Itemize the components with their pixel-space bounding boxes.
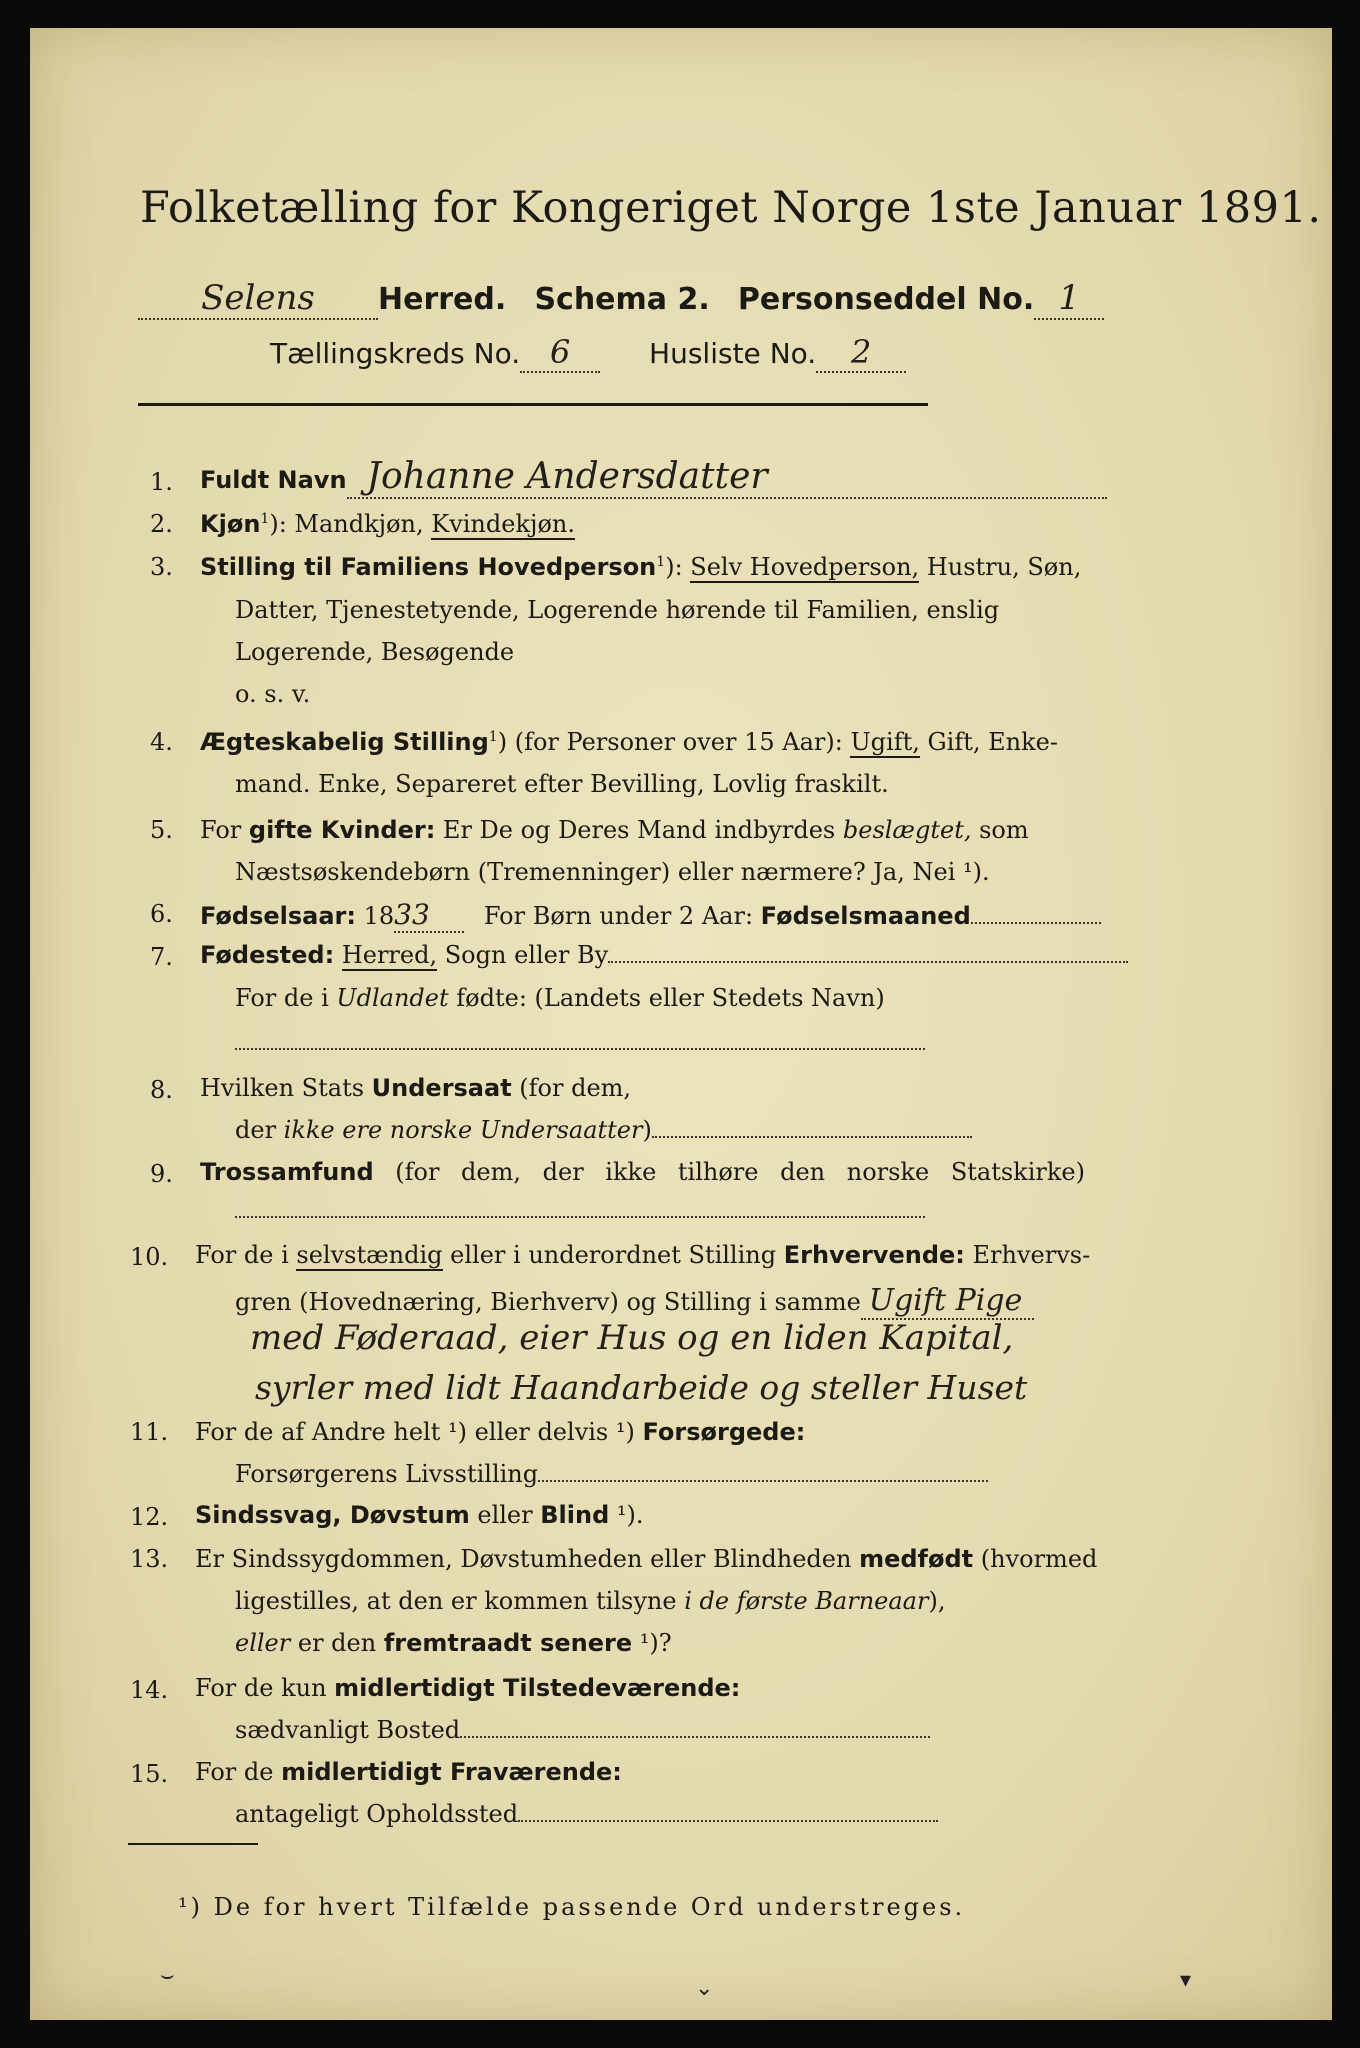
q10-number: 10. (130, 1243, 169, 1271)
q5-line1-b: beslægtet, (842, 816, 972, 844)
q10-line1-c: eller i underordnet Stilling (442, 1241, 784, 1269)
q5-label: gifte Kvinder: (248, 816, 436, 844)
q3-line1-c: Hustru, Søn, (919, 553, 1082, 581)
q5-line1 (200, 816, 1029, 844)
husliste-label: Husliste No. (649, 337, 817, 370)
q13-number: 13. (130, 1545, 169, 1573)
q2-number: 2. (150, 510, 173, 538)
q2-label: Kjøn (200, 510, 261, 538)
q14-label: midlertidigt Tilstedeværende: (334, 1674, 741, 1702)
q8-line2-c: ) (642, 1116, 652, 1144)
personseddel-value: 1 (1034, 278, 1104, 320)
q12-tail: ¹). (609, 1501, 644, 1529)
q6-label: Fødselsaar: (200, 902, 356, 930)
q10-answer1: Ugift Pige (861, 1283, 1034, 1320)
q10-line1-d: Erhvervs- (964, 1241, 1091, 1269)
q10-line2-text: gren (Hovednæring, Bierhverv) og Stilling i samme (235, 1288, 861, 1316)
q15-number: 15. (130, 1760, 169, 1788)
q3-number: 3. (150, 553, 173, 581)
q3-sup: 1 (656, 554, 666, 570)
q2-sup: 1 (260, 511, 270, 527)
q15-line1 (195, 1758, 622, 1786)
q4-line2: mand. Enke, Separeret efter Bevilling, Lovlig fraskilt. (235, 770, 889, 798)
q14-line1 (195, 1674, 740, 1702)
q11-line2-text: Forsørgerens Livsstilling (235, 1460, 539, 1488)
q10-line1-a: For de i (195, 1241, 297, 1269)
q15-lead: For de (195, 1758, 282, 1786)
q8-line1 (200, 1074, 631, 1102)
q7-rest: Sogn eller By (437, 941, 609, 969)
q13-line3 (235, 1629, 672, 1657)
q1-line (200, 456, 1107, 499)
q8-line1-a: Hvilken Stats (200, 1074, 372, 1102)
q14-line2 (235, 1716, 930, 1744)
q11-label: Forsørgede: (642, 1418, 806, 1446)
q7-blank (608, 961, 1128, 963)
q5-number: 5. (150, 816, 173, 844)
personseddel-label: Personseddel No. (737, 282, 1035, 317)
tear-mark-center: ⌄ (695, 1976, 714, 2001)
q7-number: 7. (150, 943, 173, 971)
q3-line1 (200, 553, 1081, 581)
q6-mid: For Børn under 2 Aar: (483, 902, 761, 930)
q1-label: Fuldt Navn (200, 466, 347, 494)
q4-line1-a: ) (for Personer over 15 Aar): (497, 728, 851, 756)
q11-line2 (235, 1460, 988, 1488)
q13-line3-a: eller (235, 1629, 291, 1657)
q14-blank (460, 1736, 930, 1738)
q8-line2-b: ikke ere norske Undersaatter (283, 1116, 643, 1144)
q6-month-blank (971, 922, 1101, 924)
q13-line2 (235, 1587, 945, 1615)
q8-number: 8. (150, 1076, 173, 1104)
q10-line1 (195, 1241, 1090, 1269)
q2-text-a: ): Mandkjøn, (269, 510, 432, 538)
q6-prefix: 18 (356, 902, 395, 930)
q13-line1 (195, 1545, 1097, 1573)
form-title: Folketælling for Kongeriget Norge 1ste Januar 1891. (140, 183, 1322, 233)
q5-line1-c: som (971, 816, 1029, 844)
q6-label2: Fødselsmaaned (760, 902, 971, 930)
q6-number: 6. (150, 900, 173, 928)
footnote-rule (128, 1843, 258, 1845)
q3-label: Stilling til Familiens Hovedperson (200, 553, 657, 581)
q8-label: Undersaat (371, 1074, 512, 1102)
footnote: ¹) De for hvert Tilfælde passende Ord understreges. (178, 1893, 966, 1921)
husliste-value: 2 (816, 333, 906, 373)
q14-lead: For de kun (195, 1674, 335, 1702)
q13-line3-b: er den (290, 1629, 384, 1657)
kreds-line (270, 333, 906, 373)
q4-label: Ægteskabelig Stilling (200, 728, 489, 756)
q3-line2: Datter, Tjenestetyende, Logerende hørende til Familien, enslig (235, 596, 1000, 624)
q5-lead: For (200, 816, 249, 844)
q9-number: 9. (150, 1160, 173, 1188)
q7-line1 (200, 941, 1128, 969)
q8-line1-b: (for dem, (511, 1074, 632, 1102)
q15-label: midlertidigt Fraværende: (281, 1758, 622, 1786)
header-rule (138, 403, 928, 406)
q11-line1-a: For de af Andre helt ¹) eller delvis ¹) (195, 1418, 643, 1446)
q15-line2 (235, 1800, 938, 1828)
q15-blank (518, 1820, 938, 1822)
q7-blank-line (235, 1028, 925, 1050)
herred-value: Selens (138, 278, 378, 320)
q12-line (195, 1501, 644, 1529)
q9-line (200, 1158, 1085, 1186)
q3-line1-b: Selv Hovedperson, (690, 553, 920, 581)
kreds-value: 6 (520, 333, 600, 373)
q13-label: medfødt (859, 1545, 974, 1573)
q7-line2 (235, 984, 885, 1012)
q10-line2 (235, 1283, 1034, 1320)
q14-number: 14. (130, 1676, 169, 1704)
q9-label: Trossamfund (200, 1158, 374, 1186)
q13-line2-a: ligestilles, at den er kommen tilsyne (235, 1587, 685, 1615)
q12-mid: eller (469, 1501, 541, 1529)
tear-mark-right: ▾ (1180, 1968, 1192, 1993)
q12-label2: Blind (540, 1501, 610, 1529)
q4-line1-b: Ugift, (850, 728, 920, 756)
q7-line2-c: fødte: (Landets eller Stedets Navn) (448, 984, 885, 1012)
q11-number: 11. (130, 1418, 169, 1446)
q6-answer: 33 (394, 898, 464, 933)
q5-line2: Næstsøskendebørn (Tremenninger) eller nærmere? Ja, Nei ¹). (235, 858, 990, 886)
tear-mark-left: ⌣ (160, 1963, 175, 1988)
q4-number: 4. (150, 728, 173, 756)
q14-line2-text: sædvanligt Bosted (235, 1716, 461, 1744)
q6-line (200, 898, 1101, 933)
herred-label: Herred. (378, 282, 507, 317)
q7-line2-b: Udlandet (336, 984, 449, 1012)
q13-label2: fremtraadt senere (383, 1629, 633, 1657)
schema-label: Schema 2. (534, 282, 710, 317)
q5-line1-a: Er De og Deres Mand indbyrdes (435, 816, 843, 844)
q1-answer: Johanne Andersdatter (347, 456, 1107, 499)
q10-label: Erhvervende: (783, 1241, 965, 1269)
q9-blank-line (235, 1196, 925, 1218)
q3-line1-a: ): (665, 553, 691, 581)
q13-line1-a: Er Sindssygdommen, Døvstumheden eller Blindheden (195, 1545, 860, 1573)
q2-text-b: Kvindekjøn. (431, 510, 575, 538)
q2-line (200, 510, 575, 538)
q8-line2 (235, 1116, 972, 1144)
q7-answer: Herred, (341, 941, 438, 969)
q4-line1-c: Gift, Enke- (919, 728, 1058, 756)
q10-answer3: syrler med lidt Haandarbeide og steller Huset (255, 1368, 1028, 1407)
q13-line3-c: ¹)? (632, 1629, 672, 1657)
census-form-page (30, 28, 1332, 2020)
q3-line3: Logerende, Besøgende (235, 638, 515, 666)
q10-answer2: med Føderaad, eier Hus og en liden Kapital, (250, 1318, 1014, 1358)
q13-line2-b: i de første Barneaar (684, 1587, 929, 1615)
q12-label: Sindssvag, Døvstum (195, 1501, 470, 1529)
q9-rest: (for dem, der ikke tilhøre den norske Statskirke) (373, 1158, 1085, 1186)
q11-line1 (195, 1418, 805, 1446)
q10-line1-b: selvstændig (296, 1241, 443, 1269)
q8-line2-a: der (235, 1116, 284, 1144)
q15-line2-text: antageligt Opholdssted (235, 1800, 519, 1828)
q13-line2-c: ), (928, 1587, 946, 1615)
q8-blank (652, 1136, 972, 1138)
herred-line (138, 278, 1104, 320)
q7-label: Fødested: (200, 941, 335, 969)
q11-blank (538, 1480, 988, 1482)
q4-sup: 1 (488, 729, 498, 745)
q3-line4: o. s. v. (235, 680, 311, 708)
q13-line1-b: (hvormed (973, 1545, 1098, 1573)
q1-number: 1. (150, 468, 173, 496)
kreds-label: Tællingskreds No. (270, 337, 521, 370)
q12-number: 12. (130, 1503, 169, 1531)
q7-line2-a: For de i (235, 984, 337, 1012)
q4-line1 (200, 728, 1058, 756)
